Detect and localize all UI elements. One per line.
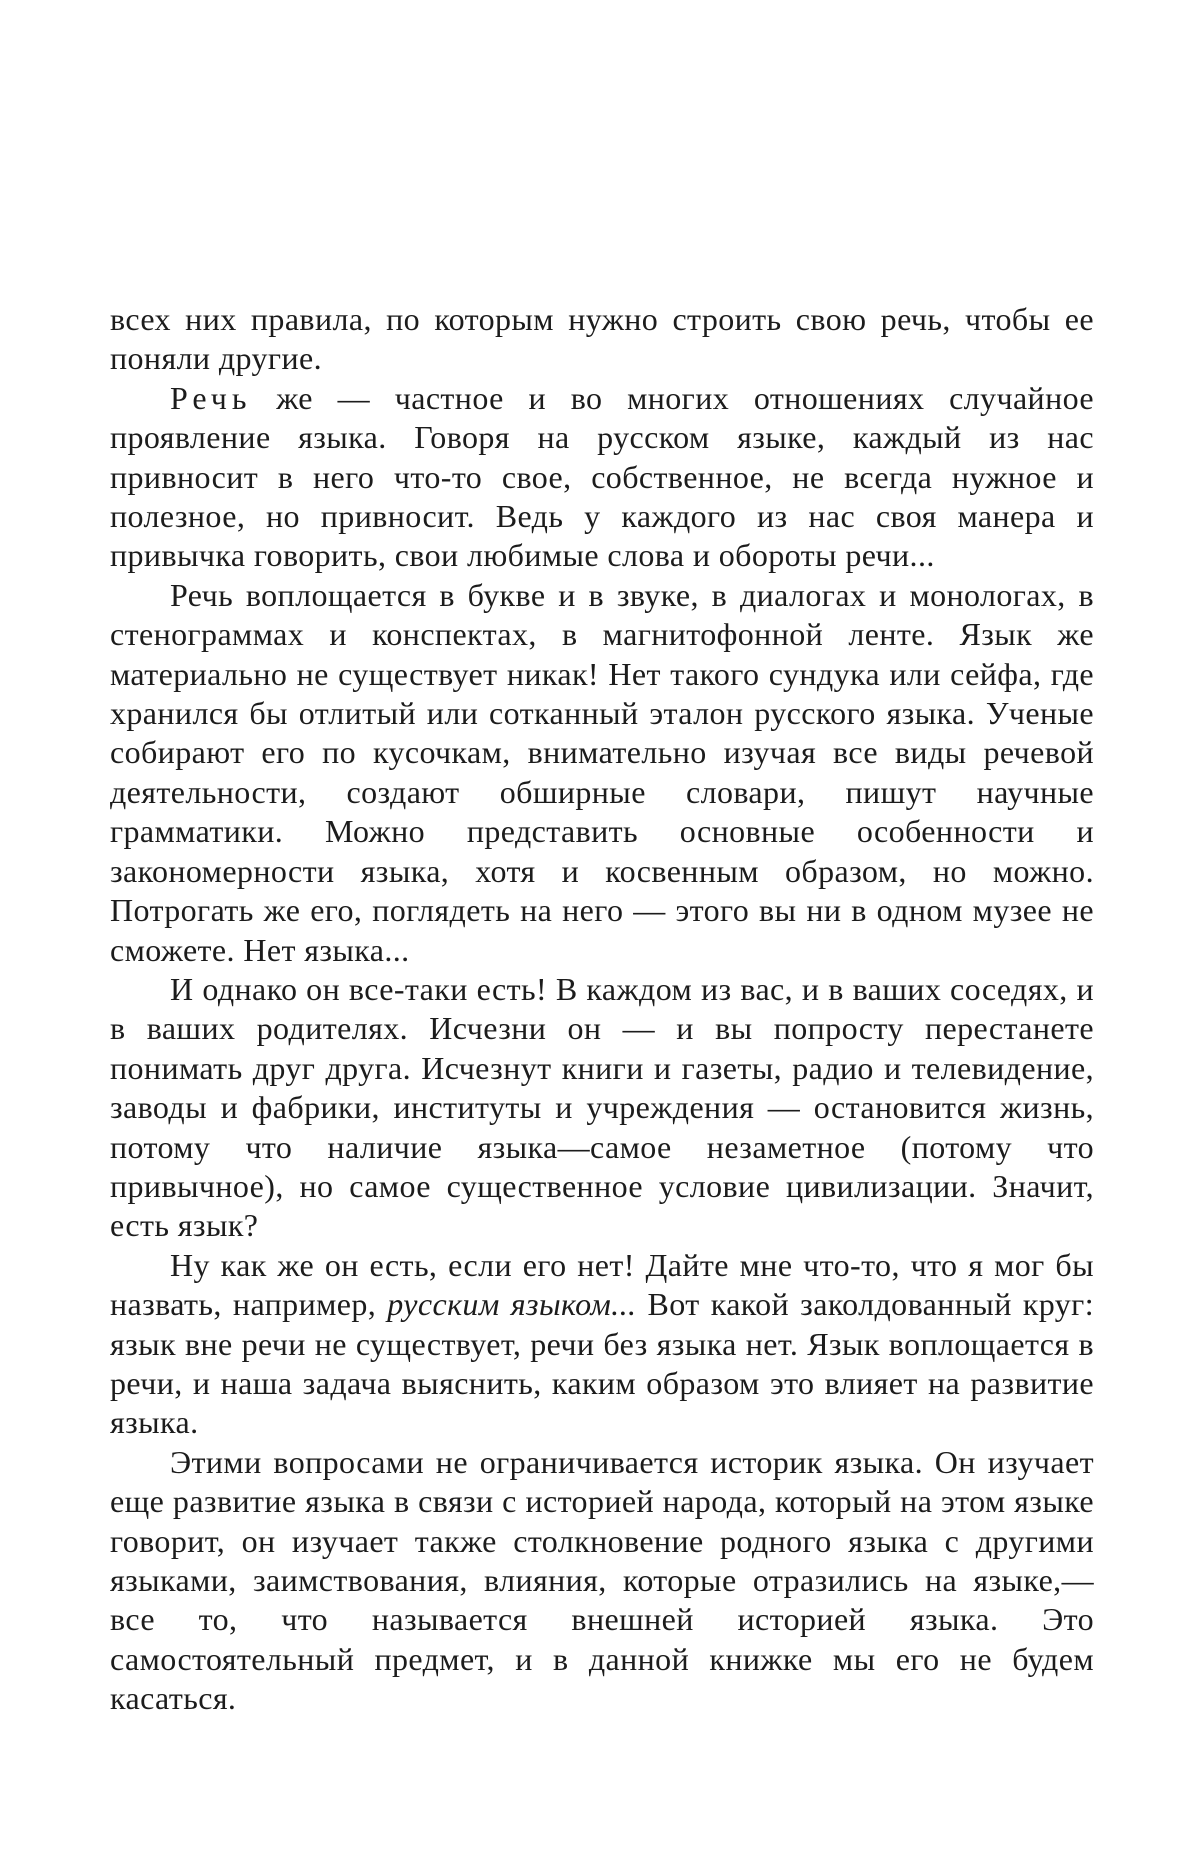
paragraph-3	[110, 576, 1094, 970]
paragraph-3-text: Речь воплощается в букве и в звуке, в диалогах и монологах, в стенограммах и конспектах, в магнитофонной ленте. Язык же материально не существует никак! Нет такого сундука или сейфа, где хранился бы отлитый или сотканный эталон русского языка. Ученые собирают его по кусочкам, внимательно изучая все виды речевой деятельности, создают обширные словари, пишут научные грамматики. Можно представить основные особенности и закономерности языка, хотя и косвенным образом, но можно. Потрогать же его, поглядеть на него — этого вы ни в одном музее не сможете. Нет языка...	[110, 576, 1094, 968]
book-page	[110, 300, 1094, 1719]
paragraph-6	[110, 1443, 1094, 1719]
paragraph-5	[110, 1246, 1094, 1443]
paragraph-1-text: всех них правила, по которым нужно строить свою речь, чтобы ее поняли другие.	[110, 301, 1094, 377]
paragraph-2-text: же — частное и во многих отношениях случайное проявление языка. Говоря на русском языке, каждый из нас привносит в него что-то свое, собственное, не всегда нужное и полезное, но привносит. Ведь у каждого из нас своя манера и привычка говорить, свои любимые слова и обороты речи...	[110, 379, 1094, 574]
paragraph-2	[110, 379, 1094, 576]
paragraph-5-text-before: Ну как же он есть, если его нет! Дайте мне что-то, что я мог бы назвать, например,	[110, 1246, 1094, 1323]
paragraph-4	[110, 970, 1094, 1246]
paragraph-5-text-after: Вот какой заколдованный круг: язык вне речи не существует, речи без языка нет. Язык воплощается в речи, и наша задача выяснить, каким образом это влияет на развитие языка.	[110, 1286, 1094, 1441]
paragraph-4-text: И однако он все-таки есть! В каждом из вас, и в ваших соседях, и в ваших родителях. Исчезни он — и вы попросту перестанете понимать друг друга. Исчезнут книги и газеты, радио и телевидение, заводы и фабрики, институты и учреждения — остановится жизнь, потому что наличие языка—самое незаметное (потому что привычное), но самое существенное условие цивилизации. Значит, есть язык?	[110, 970, 1094, 1244]
paragraph-5-italic-phrase: русским языком...	[387, 1286, 637, 1323]
paragraph-2-lead-term: Речь	[170, 379, 252, 416]
paragraph-1	[110, 300, 1094, 379]
paragraph-6-text: Этими вопросами не ограничивается историк языка. Он изучает еще развитие языка в связи с историей народа, который на этом языке говорит, он изучает также столкновение родного языка с другими языками, заимствования, влияния, которые отразились на языке,— все то, что называется внешней историей языка. Это самостоятельный предмет, и в данной книжке мы его не будем касаться.	[110, 1443, 1094, 1717]
